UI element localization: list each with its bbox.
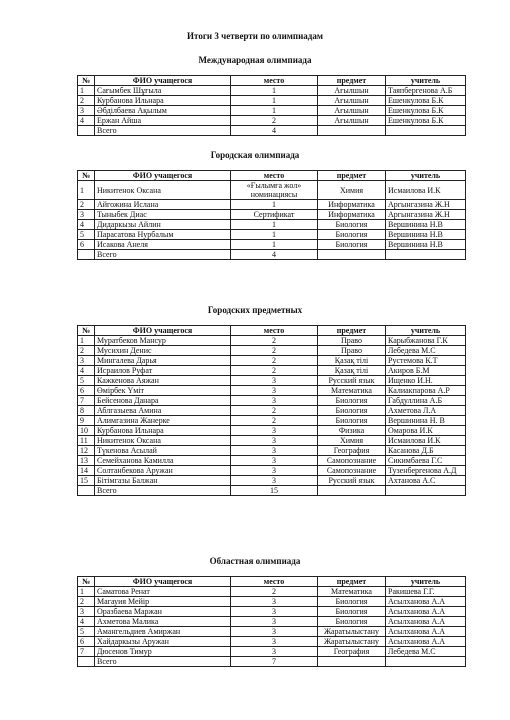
table-header-row — [78, 577, 466, 587]
cell-number: 4 — [78, 116, 95, 126]
header-student-name: ФИО учащегося — [95, 76, 231, 86]
cell-number: 2 — [78, 597, 95, 607]
table-row — [78, 230, 466, 240]
cell-teacher: Ищенко И.Н. — [386, 376, 466, 386]
table-row — [78, 426, 466, 436]
total-value: 4 — [231, 126, 318, 136]
table-row — [78, 336, 466, 346]
cell-subject: Математика — [318, 386, 386, 396]
total-label: Всего — [95, 486, 231, 496]
cell-student-name: Никитенок Оксана — [95, 181, 231, 200]
cell-student-name: Кажкенова Аяжан — [95, 376, 231, 386]
table-row — [78, 627, 466, 637]
empty-cell — [386, 657, 466, 667]
empty-cell — [318, 126, 386, 136]
total-label: Всего — [95, 126, 231, 136]
cell-teacher: Асылханова А.А — [386, 627, 466, 637]
cell-place: 1 — [231, 220, 318, 230]
header-number: № — [78, 76, 95, 86]
total-label: Всего — [95, 657, 231, 667]
section-title: Международная олимпиада — [198, 55, 312, 65]
cell-place: 3 — [231, 396, 318, 406]
cell-student-name: Дидаркызы Айлин — [95, 220, 231, 230]
cell-student-name: Мингалева Дарья — [95, 356, 231, 366]
cell-student-name: Сағымбек Шұғыла — [95, 86, 231, 96]
cell-teacher: Таяпбергенова А.Б — [386, 86, 466, 96]
cell-number: 2 — [78, 346, 95, 356]
header-teacher: учитель — [386, 326, 466, 336]
cell-place: 3 — [231, 617, 318, 627]
header-subject: предмет — [318, 76, 386, 86]
cell-place: 3 — [231, 456, 318, 466]
cell-number: 1 — [78, 86, 95, 96]
cell-teacher: Аргынгазина Ж.Н — [386, 210, 466, 220]
empty-cell — [318, 486, 386, 496]
header-student-name: ФИО учащегося — [95, 326, 231, 336]
table-row — [78, 466, 466, 476]
cell-place: 2 — [231, 356, 318, 366]
cell-place: Сертификат — [231, 210, 318, 220]
header-number: № — [78, 326, 95, 336]
empty-cell — [318, 250, 386, 260]
cell-teacher: Лебедева М.С — [386, 647, 466, 657]
cell-teacher: Акиров Б.М — [386, 366, 466, 376]
cell-teacher: Калиакпарова А.Р — [386, 386, 466, 396]
cell-number: 1 — [78, 336, 95, 346]
section-title: Областная олимпиада — [209, 556, 301, 566]
cell-student-name: Хайдаркызы Аружан — [95, 637, 231, 647]
header-teacher: учитель — [386, 577, 466, 587]
cell-subject: Русский язык — [318, 376, 386, 386]
cell-subject: Жаратылыстану — [318, 627, 386, 637]
header-student-name: ФИО учащегося — [95, 577, 231, 587]
cell-place: 2 — [231, 336, 318, 346]
cell-student-name: Бейсенова Данара — [95, 396, 231, 406]
cell-place: 3 — [231, 436, 318, 446]
header-teacher: учитель — [386, 171, 466, 181]
empty-cell — [78, 486, 95, 496]
cell-student-name: Солтанбекова Аружан — [95, 466, 231, 476]
cell-place: 2 — [231, 416, 318, 426]
cell-place: 3 — [231, 446, 318, 456]
cell-number: 13 — [78, 456, 95, 466]
table-row — [78, 181, 466, 200]
cell-number: 5 — [78, 230, 95, 240]
cell-subject: Қазақ тілі — [318, 356, 386, 366]
cell-teacher: Вершинина Н.В — [386, 220, 466, 230]
cell-subject: Биология — [318, 406, 386, 416]
cell-student-name: Курбанова Ильнара — [95, 96, 231, 106]
cell-place: 3 — [231, 597, 318, 607]
total-value: 7 — [231, 657, 318, 667]
cell-student-name: Магауия Мейір — [95, 597, 231, 607]
cell-teacher: Сикимбаева Г.С — [386, 456, 466, 466]
cell-student-name: Курбанова Ильнара — [95, 426, 231, 436]
cell-number: 3 — [78, 106, 95, 116]
table-header-row — [78, 76, 466, 86]
empty-cell — [78, 250, 95, 260]
cell-place: 1 — [231, 240, 318, 250]
table-row — [78, 446, 466, 456]
cell-place: 2 — [231, 116, 318, 126]
cell-subject: Биология — [318, 396, 386, 406]
cell-subject: Русский язык — [318, 476, 386, 486]
cell-teacher: Тузенбергенова А.Д — [386, 466, 466, 476]
empty-cell — [386, 486, 466, 496]
cell-student-name: Оразбаева Маржан — [95, 607, 231, 617]
cell-number: 6 — [78, 240, 95, 250]
table-row — [78, 647, 466, 657]
table-row — [78, 617, 466, 627]
cell-place: 1 — [231, 96, 318, 106]
table-row — [78, 366, 466, 376]
cell-subject: Самопознание — [318, 456, 386, 466]
table-row — [78, 456, 466, 466]
cell-number: 1 — [78, 181, 95, 200]
cell-number: 4 — [78, 220, 95, 230]
cell-number: 1 — [78, 587, 95, 597]
total-value: 4 — [231, 250, 318, 260]
cell-place: 3 — [231, 637, 318, 647]
cell-teacher: Асылханова А.А — [386, 617, 466, 627]
cell-place: 3 — [231, 376, 318, 386]
cell-number: 10 — [78, 426, 95, 436]
cell-subject: Ағылшын — [318, 86, 386, 96]
table-row — [78, 86, 466, 96]
cell-place: 3 — [231, 647, 318, 657]
cell-teacher: Вершинина Н.В — [386, 240, 466, 250]
cell-student-name: Никитенок Оксана — [95, 436, 231, 446]
cell-subject: Физика — [318, 426, 386, 436]
table-row — [78, 106, 466, 116]
cell-number: 9 — [78, 416, 95, 426]
cell-subject: Биология — [318, 416, 386, 426]
empty-cell — [386, 126, 466, 136]
cell-subject: Жаратылыстану — [318, 637, 386, 647]
table-row — [78, 607, 466, 617]
cell-student-name: Ахметова Малика — [95, 617, 231, 627]
header-number: № — [78, 171, 95, 181]
cell-student-name: Мусихин Денис — [95, 346, 231, 356]
cell-student-name: Өмірбек Үміт — [95, 386, 231, 396]
section-title: Городская олимпиада — [210, 150, 300, 160]
table-row — [78, 200, 466, 210]
cell-student-name: Дюсенов Тимур — [95, 647, 231, 657]
cell-student-name: Семейханова Камилла — [95, 456, 231, 466]
table-row — [78, 416, 466, 426]
cell-place: 2 — [231, 587, 318, 597]
cell-subject: Биология — [318, 230, 386, 240]
cell-subject: Математика — [318, 587, 386, 597]
cell-number: 4 — [78, 366, 95, 376]
header-subject: предмет — [318, 577, 386, 587]
empty-cell — [78, 126, 95, 136]
table-row — [78, 116, 466, 126]
header-place: место — [231, 76, 318, 86]
header-place: место — [231, 577, 318, 587]
cell-student-name: Алимгазина Жанерке — [95, 416, 231, 426]
cell-subject: Самопознание — [318, 466, 386, 476]
total-row — [78, 250, 466, 260]
page-title: Итоги 3 четверти по олимпиадам — [187, 31, 323, 41]
cell-place: 3 — [231, 386, 318, 396]
cell-student-name: Түкенова Асылай — [95, 446, 231, 456]
results-table-3 — [77, 325, 466, 496]
cell-number: 3 — [78, 356, 95, 366]
cell-student-name: Бітімгазы Балжан — [95, 476, 231, 486]
header-place: место — [231, 171, 318, 181]
cell-teacher: Вершинина Н.В — [386, 230, 466, 240]
table-row — [78, 240, 466, 250]
cell-student-name: Тыныбек Диас — [95, 210, 231, 220]
cell-teacher: Аргынгазина Ж.Н — [386, 200, 466, 210]
cell-number: 7 — [78, 647, 95, 657]
cell-place: 3 — [231, 607, 318, 617]
table-header-row — [78, 326, 466, 336]
cell-number: 6 — [78, 637, 95, 647]
table-row — [78, 220, 466, 230]
cell-number: 5 — [78, 376, 95, 386]
cell-place: 1 — [231, 200, 318, 210]
table-row — [78, 587, 466, 597]
table-row — [78, 346, 466, 356]
cell-subject: Биология — [318, 597, 386, 607]
cell-student-name: Парасатова Нурбалым — [95, 230, 231, 240]
cell-number: 5 — [78, 627, 95, 637]
cell-number: 12 — [78, 446, 95, 456]
cell-subject: Биология — [318, 240, 386, 250]
cell-subject: Право — [318, 336, 386, 346]
cell-teacher: Лебедева М.С — [386, 346, 466, 356]
header-subject: предмет — [318, 326, 386, 336]
cell-teacher: Исмаилова И.К — [386, 181, 466, 200]
cell-teacher: Ешенкулова Б.К — [386, 96, 466, 106]
cell-subject: Химия — [318, 181, 386, 200]
table-row — [78, 476, 466, 486]
results-table-2 — [77, 170, 466, 260]
cell-number: 2 — [78, 96, 95, 106]
cell-student-name: Ержан Айша — [95, 116, 231, 126]
results-table-1 — [77, 75, 466, 136]
total-row — [78, 486, 466, 496]
header-teacher: учитель — [386, 76, 466, 86]
cell-place: 3 — [231, 426, 318, 436]
cell-teacher: Ахтанова А.С — [386, 476, 466, 486]
cell-subject: Биология — [318, 607, 386, 617]
cell-teacher: Ракишева Г.Г. — [386, 587, 466, 597]
cell-subject: География — [318, 446, 386, 456]
cell-student-name: Әбділбаева Ақылым — [95, 106, 231, 116]
cell-number: 3 — [78, 607, 95, 617]
cell-place: 3 — [231, 466, 318, 476]
cell-place: 2 — [231, 366, 318, 376]
cell-number: 15 — [78, 476, 95, 486]
cell-place: 3 — [231, 476, 318, 486]
header-place: место — [231, 326, 318, 336]
cell-teacher: Касанова Д.Б — [386, 446, 466, 456]
cell-student-name: Аблгазыева Амина — [95, 406, 231, 416]
cell-subject: География — [318, 647, 386, 657]
cell-place: 1 — [231, 230, 318, 240]
cell-teacher: Ешенкулова Б.К — [386, 106, 466, 116]
total-label: Всего — [95, 250, 231, 260]
cell-place: 2 — [231, 406, 318, 416]
table-row — [78, 356, 466, 366]
table-row — [78, 396, 466, 406]
cell-place: «Ғылымға жол» номинациясы — [231, 181, 318, 200]
cell-student-name: Исраилов Руфат — [95, 366, 231, 376]
cell-subject: Информатика — [318, 200, 386, 210]
table-row — [78, 597, 466, 607]
cell-number: 2 — [78, 200, 95, 210]
cell-subject: Ағылшын — [318, 96, 386, 106]
cell-subject: Биология — [318, 220, 386, 230]
total-row — [78, 126, 466, 136]
cell-number: 14 — [78, 466, 95, 476]
cell-student-name: Саматова Ренат — [95, 587, 231, 597]
cell-teacher: Вершинина Н. В — [386, 416, 466, 426]
cell-teacher: Асылханова А.А — [386, 637, 466, 647]
cell-place: 1 — [231, 106, 318, 116]
cell-teacher: Карыбжанова Г.К — [386, 336, 466, 346]
table-row — [78, 210, 466, 220]
cell-subject: Қазақ тілі — [318, 366, 386, 376]
total-value: 15 — [231, 486, 318, 496]
cell-teacher: Рустемова К.Т — [386, 356, 466, 366]
table-row — [78, 96, 466, 106]
cell-number: 6 — [78, 386, 95, 396]
cell-teacher: Исмаилова И.К — [386, 436, 466, 446]
cell-subject: Право — [318, 346, 386, 356]
table-row — [78, 376, 466, 386]
cell-student-name: Амангельдиев Амиржан — [95, 627, 231, 637]
table-row — [78, 386, 466, 396]
cell-teacher: Ахметова Л.А — [386, 406, 466, 416]
cell-subject: Ағылшын — [318, 116, 386, 126]
total-row — [78, 657, 466, 667]
header-student-name: ФИО учащегося — [95, 171, 231, 181]
header-number: № — [78, 577, 95, 587]
cell-subject: Информатика — [318, 210, 386, 220]
cell-student-name: Айгожина Ислана — [95, 200, 231, 210]
cell-number: 11 — [78, 436, 95, 446]
cell-number: 3 — [78, 210, 95, 220]
cell-subject: Химия — [318, 436, 386, 446]
cell-subject: Биология — [318, 617, 386, 627]
table-header-row — [78, 171, 466, 181]
empty-cell — [386, 250, 466, 260]
table-row — [78, 637, 466, 647]
header-subject: предмет — [318, 171, 386, 181]
cell-student-name: Исакова Анеля — [95, 240, 231, 250]
table-row — [78, 406, 466, 416]
cell-number: 4 — [78, 617, 95, 627]
cell-teacher: Омарова И.К — [386, 426, 466, 436]
cell-teacher: Ешенкулова Б.К — [386, 116, 466, 126]
empty-cell — [318, 657, 386, 667]
cell-number: 7 — [78, 396, 95, 406]
cell-student-name: Муратбеков Мансур — [95, 336, 231, 346]
empty-cell — [78, 657, 95, 667]
cell-place: 3 — [231, 627, 318, 637]
cell-teacher: Асылханова А.А — [386, 607, 466, 617]
cell-place: 2 — [231, 346, 318, 356]
cell-subject: Ағылшын — [318, 106, 386, 116]
section-title: Городских предметных — [207, 305, 303, 315]
cell-teacher: Габдуллина А.Б — [386, 396, 466, 406]
results-table-4 — [77, 576, 466, 667]
cell-number: 8 — [78, 406, 95, 416]
cell-teacher: Асылханова А.А — [386, 597, 466, 607]
cell-place: 1 — [231, 86, 318, 96]
table-row — [78, 436, 466, 446]
